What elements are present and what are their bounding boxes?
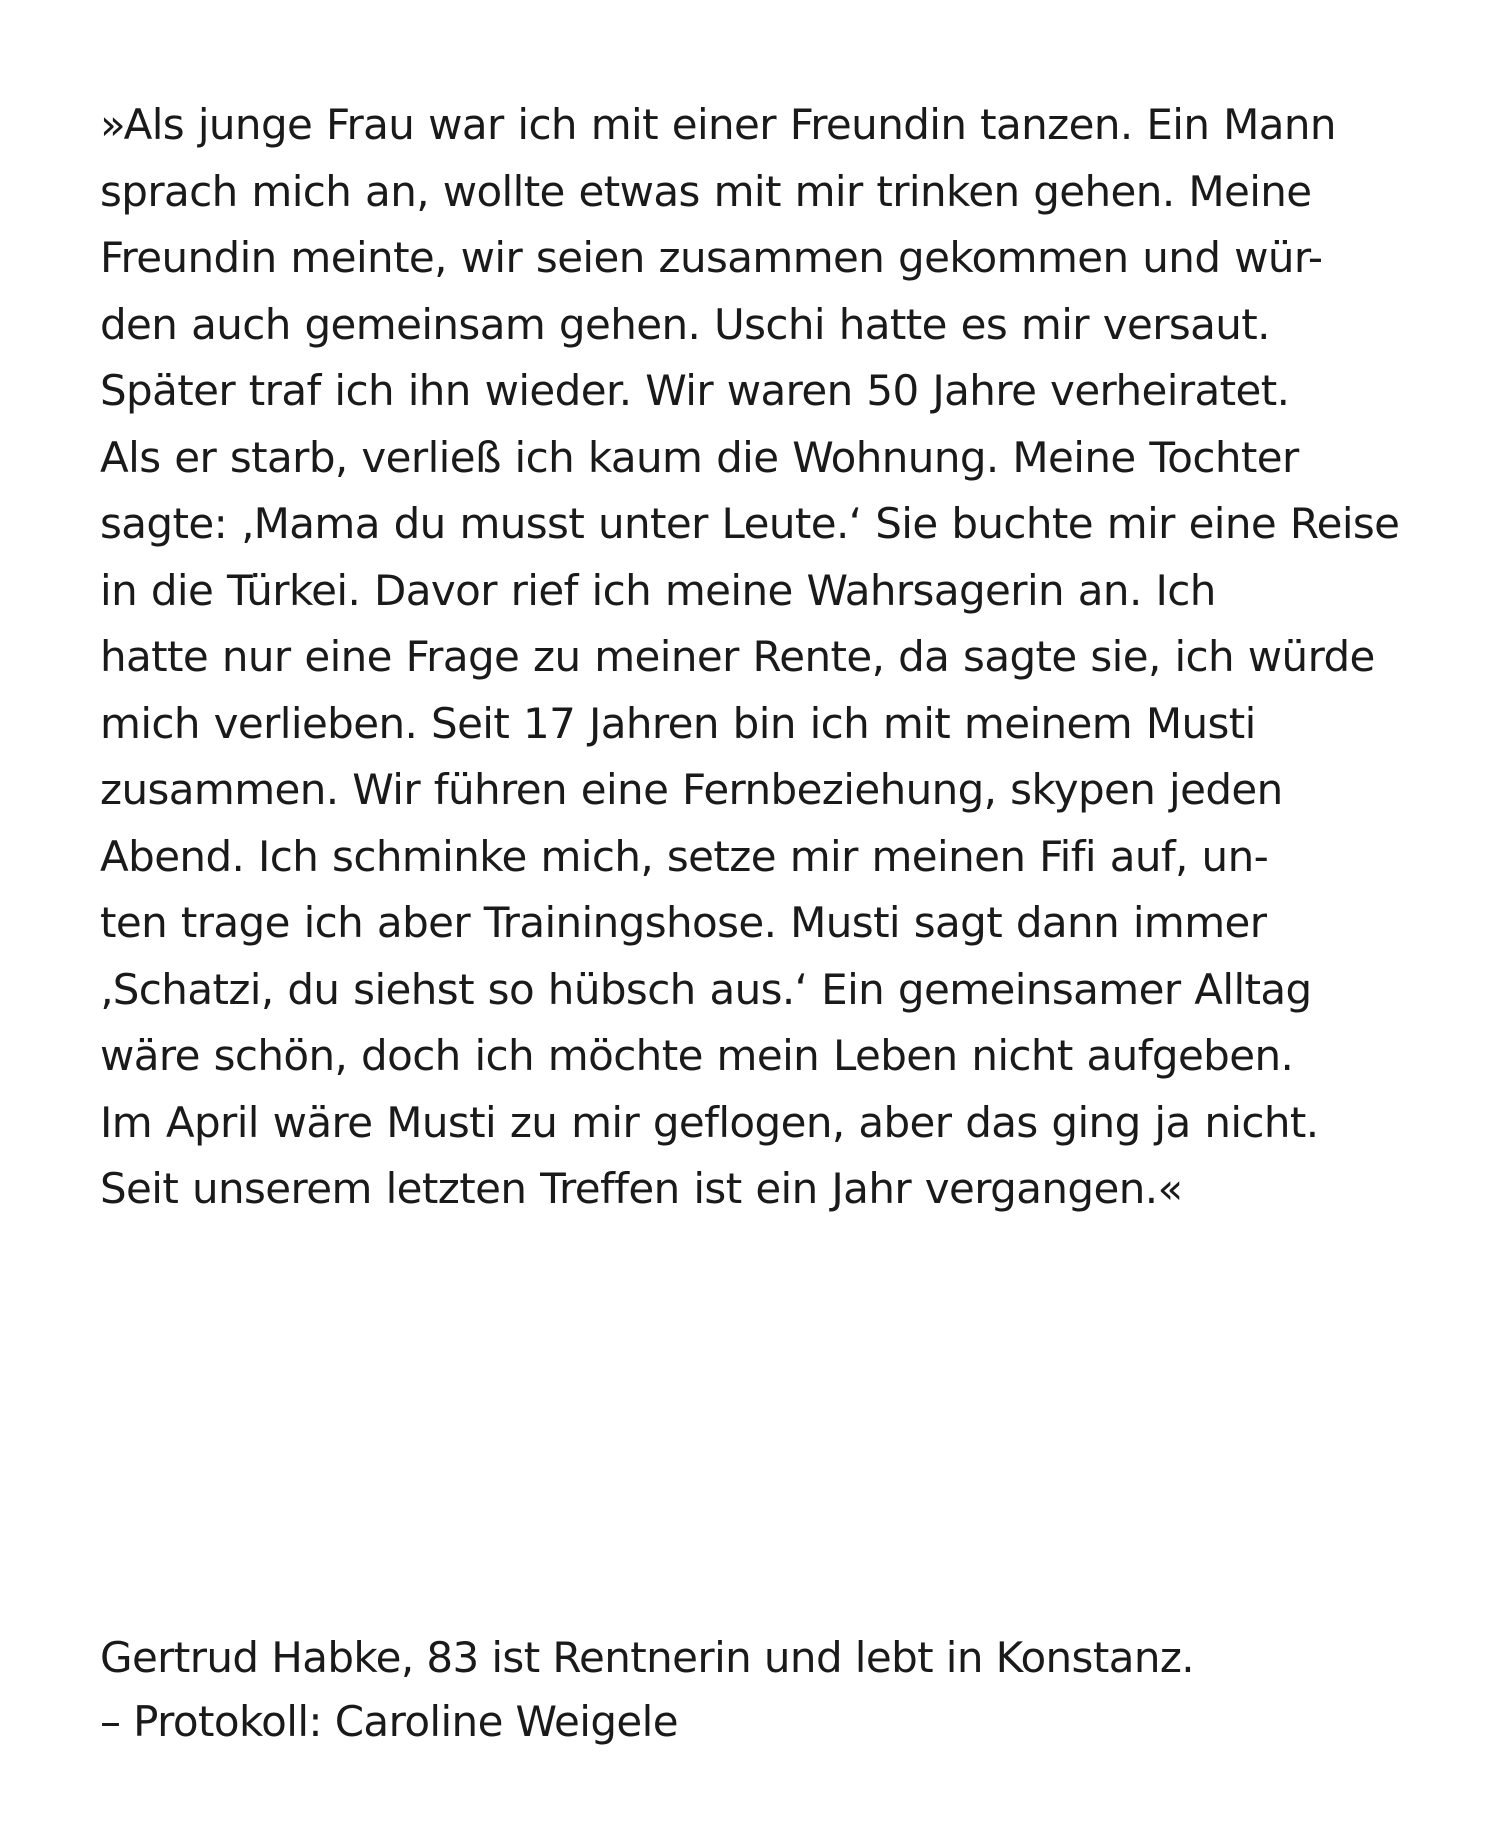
quote-line: Als er starb, verließ ich kaum die Wohnung. Meine Tochter <box>100 432 1299 482</box>
interview-quote <box>100 92 1440 1223</box>
byline-person: Gertrud Habke, 83 ist Rentnerin und lebt in Konstanz. <box>100 1633 1195 1682</box>
quote-line: den auch gemeinsam gehen. Uschi hatte es mir versaut. <box>100 299 1270 349</box>
quote-line: zusammen. Wir führen eine Fernbeziehung, skypen jeden <box>100 765 1283 814</box>
byline <box>100 1626 1440 1754</box>
quote-line: ‚Schatzi, du siehst so hübsch aus.‘ Ein gemeinsamer Alltag <box>100 964 1312 1014</box>
quote-line: hatte nur eine Frage zu meiner Rente, da sagte sie, ich würde <box>100 632 1375 681</box>
quote-line: mich verlieben. Seit 17 Jahren bin ich mit meinem Musti <box>100 698 1256 748</box>
quote-line: wäre schön, doch ich möchte mein Leben nicht aufgeben. <box>100 1031 1294 1080</box>
byline-protocol: – Protokoll: Caroline Weigele <box>100 1697 678 1746</box>
quote-line: ten trage ich aber Trainingshose. Musti sagt dann immer <box>100 898 1267 947</box>
quote-line: sprach mich an, wollte etwas mit mir trinken gehen. Meine <box>100 166 1312 216</box>
quote-line: »Als junge Frau war ich mit einer Freundin tanzen. Ein Mann <box>100 100 1336 149</box>
quote-line: in die Türkei. Davor rief ich meine Wahrsagerin an. Ich <box>100 565 1216 615</box>
quote-line: Seit unserem letzten Treffen ist ein Jahr vergangen.« <box>100 1164 1183 1213</box>
quote-line: Abend. Ich schminke mich, setze mir meinen Fifi auf, un- <box>100 831 1269 881</box>
quote-line: sagte: ‚Mama du musst unter Leute.‘ Sie buchte mir eine Reise <box>100 499 1400 548</box>
quote-line: Freundin meinte, wir seien zusammen gekommen und wür- <box>100 233 1323 282</box>
quote-line: Später traf ich ihn wieder. Wir waren 50 Jahre verheiratet. <box>100 366 1290 415</box>
quote-line: Im April wäre Musti zu mir geflogen, aber das ging ja nicht. <box>100 1097 1319 1147</box>
